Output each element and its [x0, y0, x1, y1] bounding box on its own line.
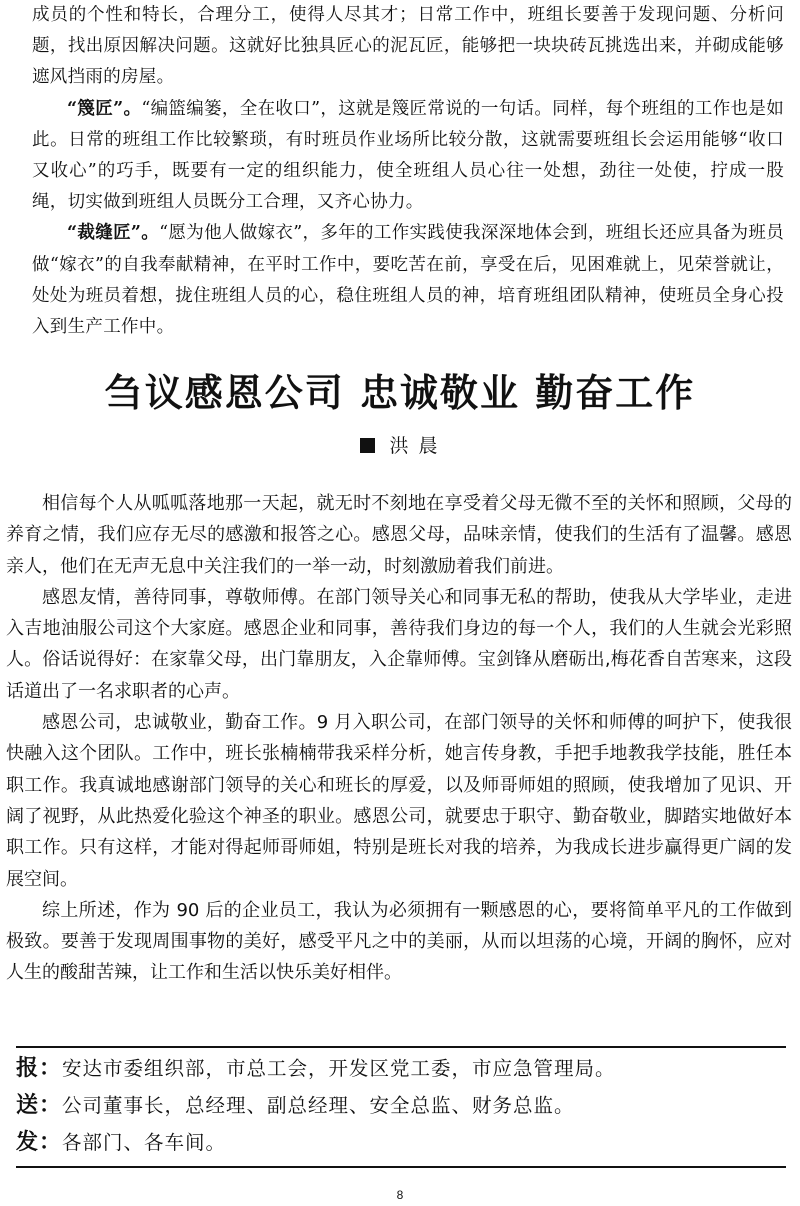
distribution-row-issue [16, 1124, 786, 1161]
previous-article-continuation [32, 0, 784, 343]
paragraph-text: “编篮编篓，全在收口”，这就是篾匠常说的一句话。同样，每个班组的工作也是如此。日常的班组工作比较繁琐，有时班员作业场所比较分散，这就需要班组长会运用能够“收口又收心”的巧手，既要有一定的组织能力，使全班组人员心往一处想，劲往一处使，拧成一股绳，切实做到班组人员既分工合理，又齐心协力。 [32, 98, 784, 213]
distribution-row-report [16, 1050, 786, 1087]
distribution-value: 公司董事长，总经理、副总经理、安全总监、财务总监。 [62, 1094, 575, 1117]
page-number: 8 [396, 1188, 404, 1202]
paragraph-continuation: 成员的个性和特长，合理分工，使得人尽其才；日常工作中，班组长要善于发现问题、分析问题，找出原因解决问题。这就好比独具匠心的泥瓦匠，能够把一块块砖瓦挑选出来，并砌成能够遮风挡雨的房屋。 [32, 5, 784, 88]
distribution-value: 各部门、各车间。 [62, 1131, 227, 1154]
distribution-label: 送： [16, 1092, 63, 1118]
paragraph-lead: “裁缝匠”。 [67, 223, 160, 244]
paragraph-lead: “篾匠”。 [67, 98, 142, 119]
article-body [6, 488, 792, 989]
author-name: 洪 晨 [389, 435, 440, 457]
distribution-label: 报： [16, 1055, 63, 1081]
article-paragraph: 感恩友情，善待同事，尊敬师傅。在部门领导关心和同事无私的帮助，使我从大学毕业，走进入吉地油服公司这个大家庭。感恩企业和同事，善待我们身边的每一个人，我们的人生就会光彩照人。俗话说得好：在家靠父母，出门靠朋友，入企靠师傅。宝剑锋从磨砺出,梅花香自苦寒来，这段话道出了一名求职者的心声。 [6, 586, 792, 702]
article-paragraph: 相信每个人从呱呱落地那一天起，就无时不刻地在享受着父母无微不至的关怀和照顾，父母的养育之情，我们应存无尽的感激和报答之心。感恩父母，品味亲情，使我们的生活有了温馨。感恩亲人，他们在无声无息中关注我们的一举一动，时刻激励着我们前进。 [6, 493, 792, 577]
distribution-list [16, 1046, 786, 1168]
distribution-label: 发： [16, 1129, 63, 1155]
paragraph-cai-feng-jiang [32, 218, 784, 343]
black-square-icon [360, 438, 375, 453]
article-paragraph: 感恩公司，忠诚敬业，勤奋工作。9 月入职公司，在部门领导的关怀和师傅的呵护下，使我很快融入这个团队。工作中，班长张楠楠带我采样分析，她言传身教，手把手地教我学技能，胜任本职工作。我真诚地感谢部门领导的关心和班长的厚爱，以及师哥师姐的照顾，使我增加了见识、开阔了视野，从此热爱化验这个神圣的职业。感恩公司，就要忠于职守、勤奋敬业，脚踏实地做好本职工作。只有这样，才能对得起师哥师姐，特别是班长对我的培养，为我成长进步赢得更广阔的发展空间。 [6, 712, 792, 890]
distribution-row-send [16, 1087, 786, 1124]
paragraph-mie-jiang [32, 94, 784, 219]
article-paragraph: 综上所述，作为 90 后的企业员工，我认为必须拥有一颗感恩的心，要将简单平凡的工作做到极致。要善于发现周围事物的美好，感受平凡之中的美丽，从而以坦荡的心境，开阔的胸怀，应对人生的酸甜苦辣，让工作和生活以快乐美好相伴。 [6, 899, 792, 984]
article-title: 刍议感恩公司 忠诚敬业 勤奋工作 [104, 371, 696, 415]
distribution-value: 安达市委组织部，市总工会，开发区党工委，市应急管理局。 [62, 1057, 616, 1080]
paragraph-text: “愿为他人做嫁衣”，多年的工作实践使我深深地体会到，班组长还应具备为班员做“嫁衣”的自我奉献精神，在平时工作中，要吃苦在前，享受在后，见困难就上，见荣誉就让，处处为班员着想，拢住班组人员的心，稳住班组人员的神，培育班组团队精神，使班员全身心投入到生产工作中。 [32, 223, 784, 338]
author-line [0, 431, 800, 458]
